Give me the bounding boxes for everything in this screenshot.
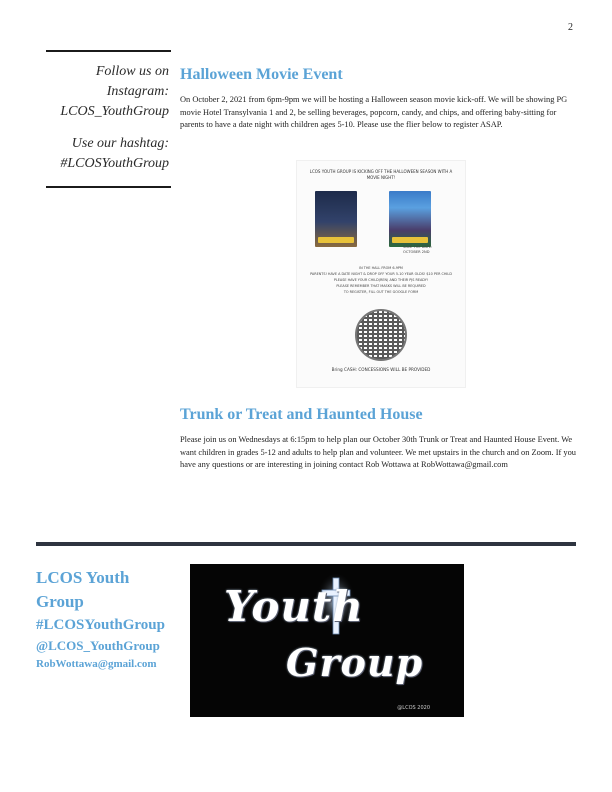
flyer-line: PLEASE REMEMBER THAT MASKS WILL BE REQUIRED [336,284,426,288]
trunk-section [180,406,576,472]
contact-block [36,566,186,672]
flyer-line: TO REGISTER, FILL OUT THE GOOGLE FORM [343,290,419,294]
halloween-body: On October 2, 2021 from 6pm-9pm we will be hosting a Halloween season movie kick-off. We will be showing PG movie Hotel Transylvania 1 and 2, be selling beverages, popcorn, candy, and chips, and offering baby-sitting for parents to have a date night with children ages 5-10. Please use the flier below to register ASAP. [180,95,568,130]
flyer-line: PLEASE HAVE YOUR CHILD(REN) AND THEIR PJS READY! [333,278,429,282]
sidebar-bottom-rule [46,186,171,188]
youth-group-logo [190,564,464,717]
hashtag-value[interactable]: #LCOSYouthGroup [60,156,169,171]
org-name-line-2: Group [36,592,84,611]
flyer-footer: Bring CASH: CONCESSIONS WILL BE PROVIDED [331,367,431,372]
org-name-line-1: LCOS Youth [36,568,130,587]
flyer-details [307,265,455,295]
instagram-handle[interactable]: LCOS_YouthGroup [60,104,169,119]
image-credit: @LCOS 2020 [397,705,430,711]
contact-hashtag[interactable]: #LCOSYouthGroup [36,617,165,633]
contact-email[interactable]: RobWottawa@gmail.com [36,658,157,670]
contact-handle[interactable]: @LCOS_YouthGroup [36,638,160,653]
halloween-heading: Halloween Movie Event [180,66,343,83]
trunk-heading: Trunk or Treat and Haunted House [180,406,423,423]
follow-line-2: Instagram: [106,84,169,99]
flyer-date-line-2: OCTOBER 2ND [403,250,430,254]
flyer-line: PARENTS! HAVE A DATE NIGHT & DROP OFF YOUR 5-10 YEAR OLDS! $10 PER CHILD [310,272,452,276]
page-number: 2 [568,22,573,33]
follow-line-1: Follow us on [95,64,169,79]
hotel-transylvania-poster-1 [315,191,357,247]
sidebar-social [40,62,169,174]
movie-night-flyer [296,160,466,388]
trunk-body: Please join us on Wednesdays at 6:15pm to help plan our October 30th Trunk or Treat and Haunted House Event. We want children in grades 5-12 and adults to help plan and volunteer. We met upstairs in the church and on Zoom. If you have any questions or are interesting in joining contact Rob Wottawa at RobWottawa@gmail.com [180,435,576,470]
youth-word: Youth [224,582,364,631]
halloween-section [180,66,576,132]
hotel-transylvania-poster-2 [389,191,431,247]
qr-code-icon[interactable] [355,309,407,361]
sidebar-top-rule [46,50,171,52]
group-word: Group [286,640,424,685]
flyer-line: IN THE HALL FROM 6-9PM [359,266,403,270]
flyer-date-line-1: SAVE THE DATE: [403,245,433,249]
flyer-date [403,245,453,255]
hashtag-label: Use our hashtag: [71,136,169,151]
flyer-title: LCOS YOUTH GROUP IS KICKING OFF THE HALLOWEEN SEASON WITH A MOVIE NIGHT! [309,169,453,180]
footer-rule [36,542,576,546]
